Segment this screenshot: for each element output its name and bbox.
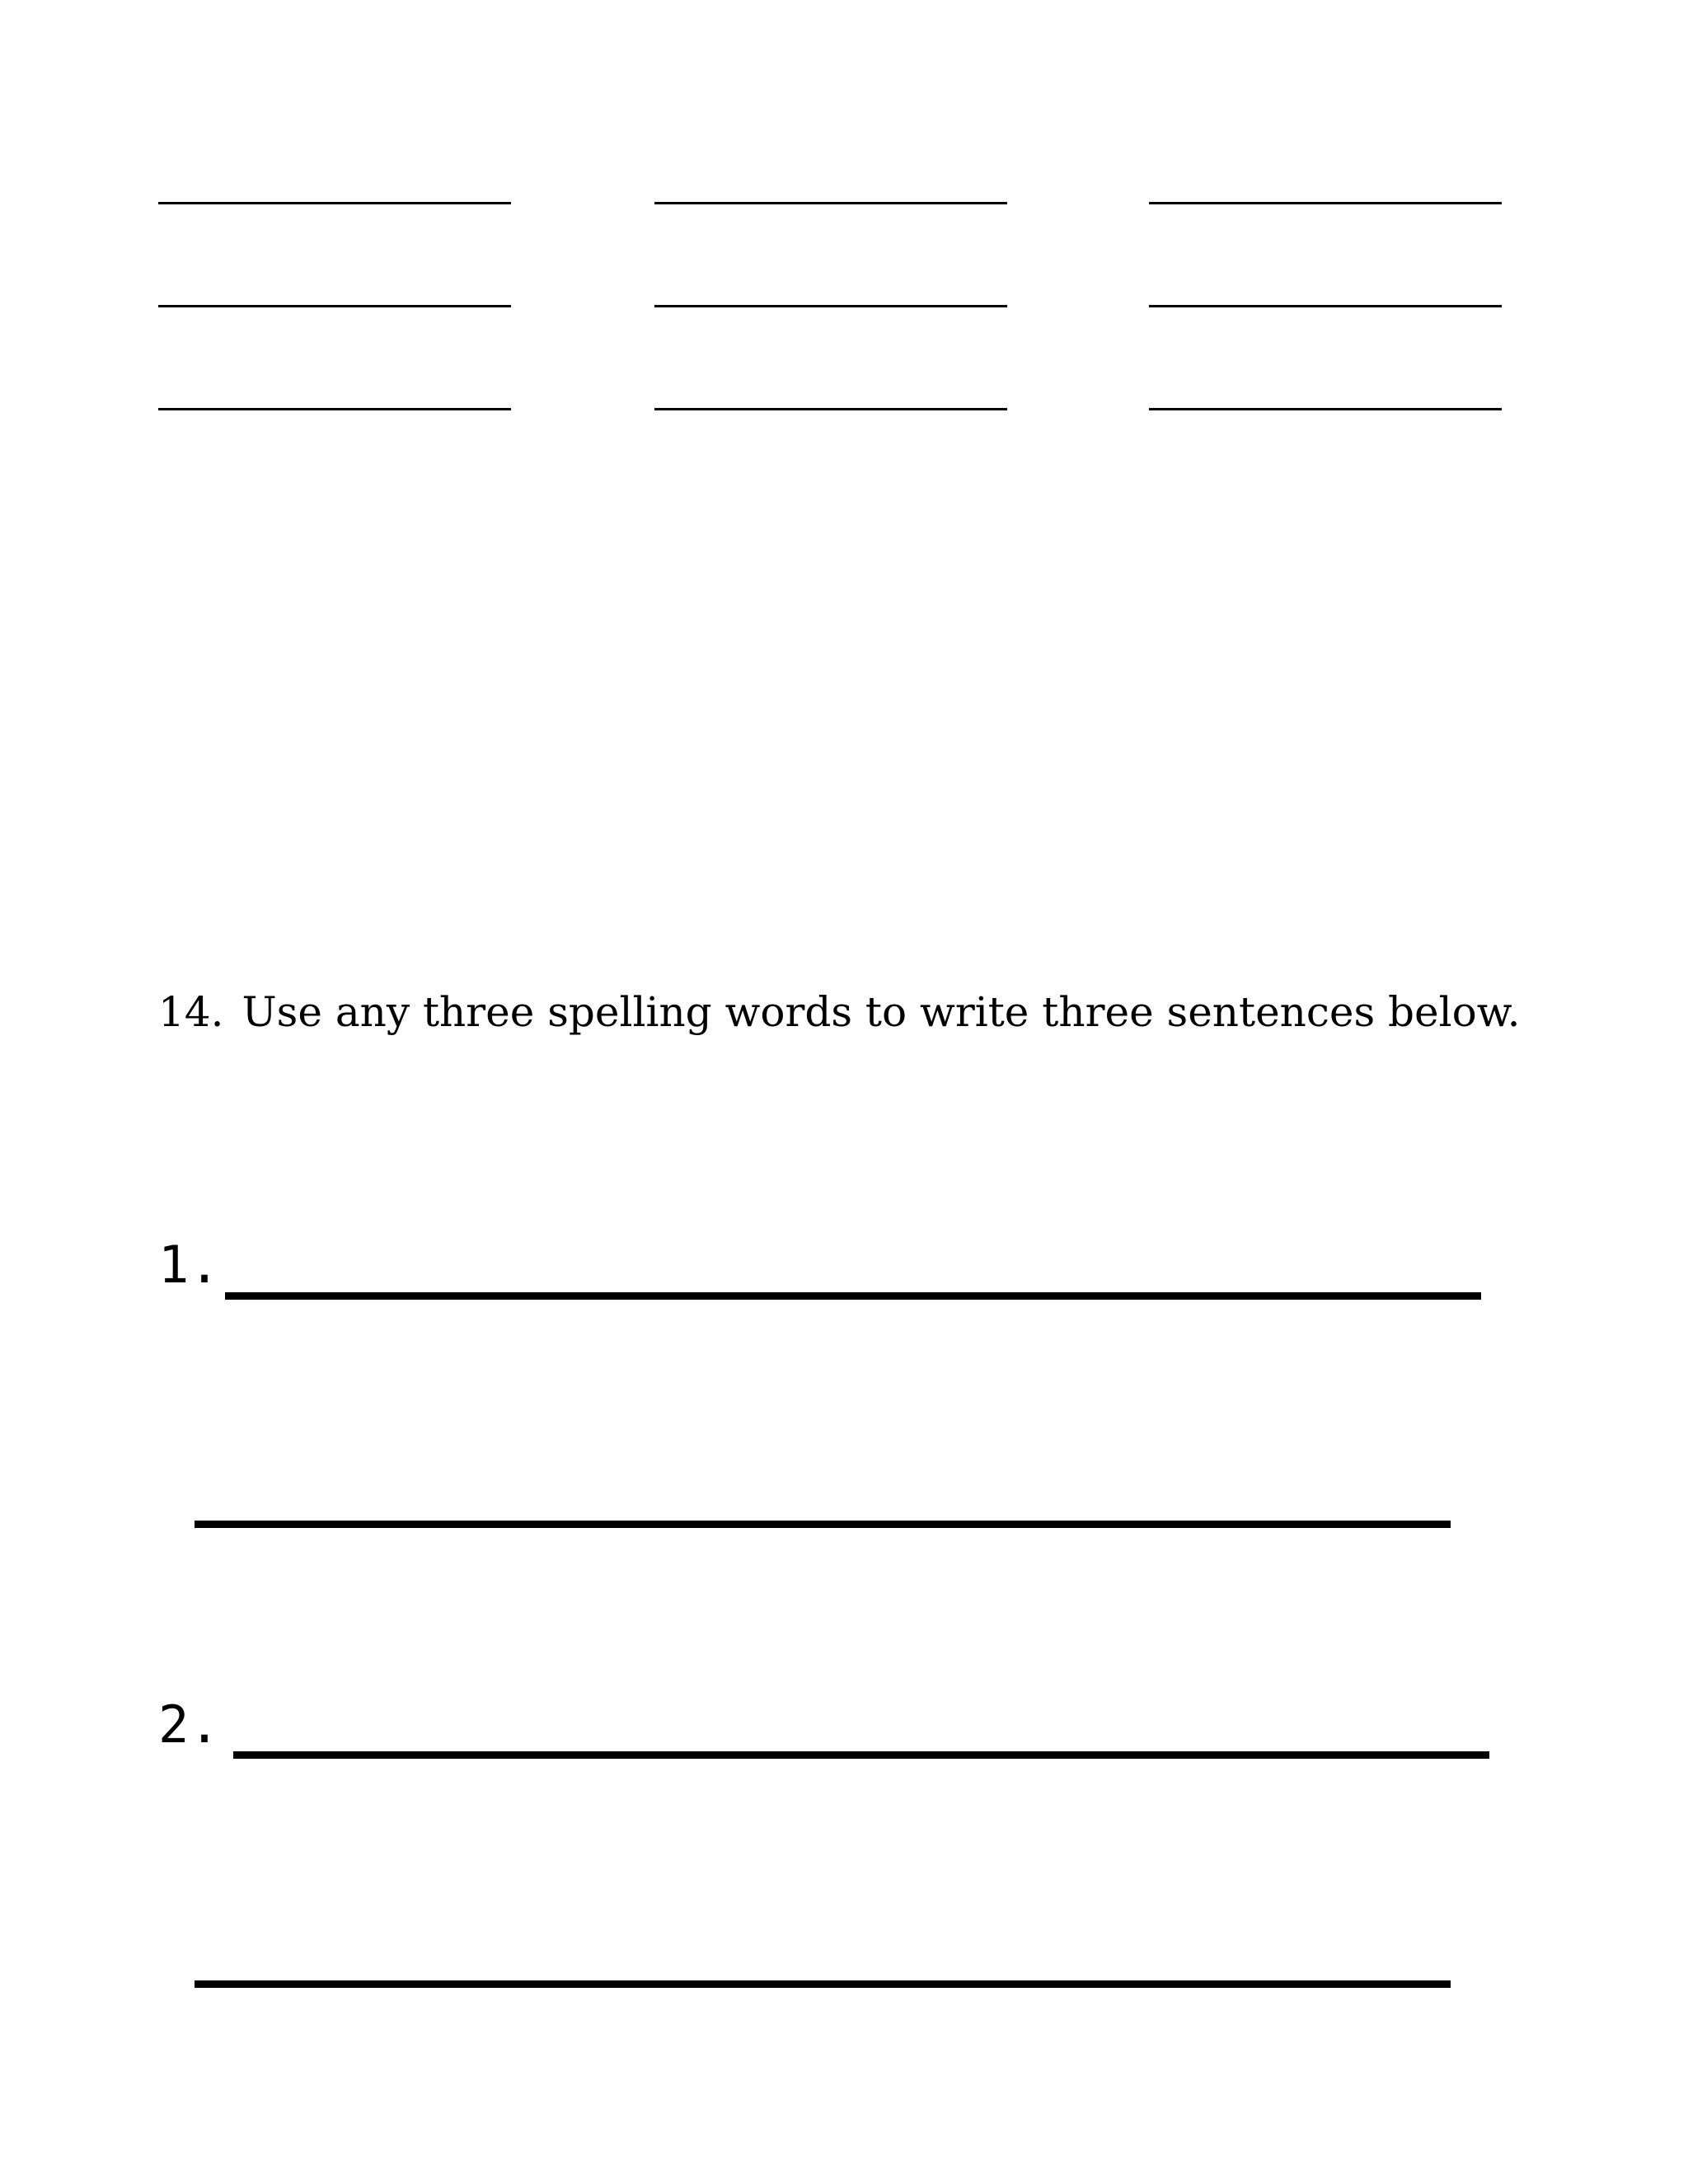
answer-blank-line[interactable] bbox=[654, 408, 1007, 410]
blank-row bbox=[158, 202, 1502, 204]
answer-blank-line[interactable] bbox=[1149, 408, 1502, 410]
answer-blank-line[interactable] bbox=[158, 202, 511, 204]
answer-blank-line[interactable] bbox=[654, 202, 1007, 204]
answer-blank-line[interactable] bbox=[158, 305, 511, 307]
question-14 bbox=[158, 983, 1520, 1041]
question-text: Use any three spelling words to write three sentences below. bbox=[241, 988, 1521, 1036]
answer-blank-line[interactable] bbox=[1149, 202, 1502, 204]
sentence-number-2: 2. bbox=[158, 1694, 220, 1755]
sentence-number-1: 1. bbox=[158, 1235, 220, 1295]
answer-blank-line[interactable] bbox=[654, 305, 1007, 307]
answer-blank-line[interactable] bbox=[1149, 305, 1502, 307]
blank-row bbox=[158, 305, 1502, 307]
question-number: 14. bbox=[158, 988, 224, 1036]
answer-blank-line[interactable] bbox=[158, 408, 511, 410]
blank-row bbox=[158, 408, 1502, 410]
sentence-2-line-1[interactable] bbox=[233, 1751, 1489, 1759]
sentence-1-line-1[interactable] bbox=[225, 1292, 1481, 1300]
sentence-1-line-2[interactable] bbox=[195, 1521, 1451, 1528]
spelling-answer-blanks bbox=[158, 202, 1502, 416]
sentence-2-line-2[interactable] bbox=[195, 1980, 1451, 1988]
